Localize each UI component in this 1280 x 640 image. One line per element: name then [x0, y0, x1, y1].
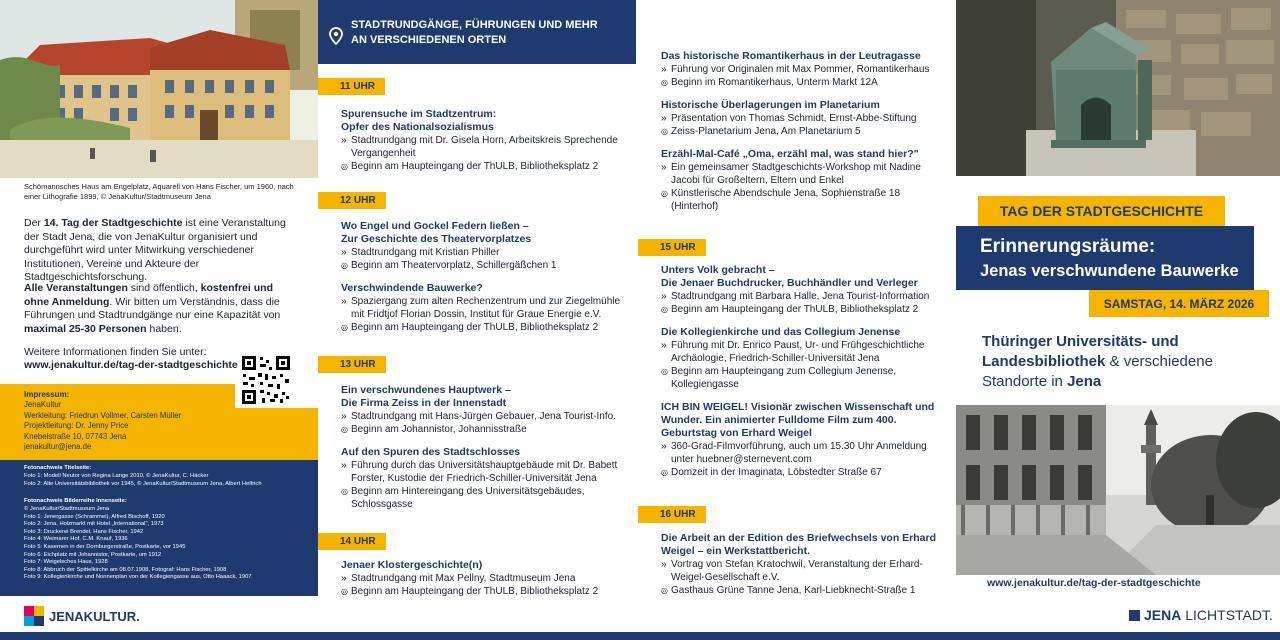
- event-detail: » Stadtrundgang mit Dr. Gisela Horn, Arbeitskreis Sprechende Vergangenheit: [341, 134, 621, 160]
- cover-url-link[interactable]: www.jenakultur.de/tag-der-stadtgeschichte: [987, 577, 1201, 589]
- organizer-bold-2: Landesbibliothek: [982, 353, 1106, 370]
- events-text-2: . Wir bitten um Verständnis, dass die Führungen und Stadtrundgänge nur eine Kapazität von: [24, 295, 281, 321]
- neutor-model-photo: [956, 0, 1280, 176]
- event-item: [341, 559, 621, 598]
- event-detail: » Stadtrundgang mit Hans-Jürgen Gebauer, Jena Tourist-Info.: [341, 410, 621, 423]
- panel-cover: [956, 0, 1280, 640]
- event-location: ◎ Beginn am Theatervorplatz, Schillergäßchen 1: [341, 259, 621, 272]
- events-text-1: sind öffentlich,: [127, 282, 201, 294]
- title-box: [956, 226, 1254, 290]
- event-item: [341, 220, 621, 272]
- time-badge: 12 UHR: [318, 192, 386, 209]
- date-banner: [1089, 290, 1269, 317]
- panel-schedule-2: [636, 0, 956, 640]
- credit-line: Foto 2: Jena, Holzmarkt mit Hotel „International", 1973: [24, 521, 164, 528]
- time-badge: 14 UHR: [318, 533, 386, 550]
- impressum-line: jenakultur@jena.de: [24, 442, 92, 451]
- event-location: ◎ Künstlerische Abendschule Jena, Sophienstraße 18 (Hinterhof): [661, 187, 941, 213]
- event-item: [661, 99, 941, 138]
- event-title: Spurensuche im Stadtzentrum: Opfer des Nationalsozialismus: [341, 108, 497, 133]
- panel-back-info: [0, 0, 318, 640]
- schoemann-house-painting: [0, 0, 318, 178]
- impressum-line: JenaKultur: [24, 400, 62, 409]
- impressum-box: [0, 384, 235, 460]
- events-paragraph: [24, 282, 296, 336]
- event-item: [341, 282, 621, 334]
- impressum-lines: [24, 400, 181, 453]
- event-title: Ein verschwundenes Hauptwerk – Die Firma Zeiss in der Innenstadt: [341, 384, 511, 409]
- credit-line: Foto 3: Druckerei Brendel, Hans Fischer, 1942: [24, 528, 144, 535]
- qr-code-icon[interactable]: [240, 354, 292, 406]
- time-block-16: [638, 504, 956, 607]
- neutor-model-illustration: [956, 0, 1280, 176]
- jenakultur-logo-icon: [24, 606, 44, 626]
- more-info-text: Weitere Informationen finden Sie unter:: [24, 346, 207, 358]
- event-location: ◎ Beginn am Haupteingang der ThULB, Bibliotheksplatz 2: [341, 585, 621, 598]
- bottom-stripe: [0, 632, 1280, 640]
- title-line2: Jenas verschwundene Bauwerke: [980, 262, 1239, 280]
- university-library-photo: [956, 405, 1280, 575]
- time-badge: 11 UHR: [318, 78, 385, 95]
- credit-line: Foto 8: Abbruch der Spittelkirche am 08.07.1908, Fotograf: Hans Fischer, 1908: [24, 566, 227, 573]
- photo-credits-box: [0, 460, 318, 596]
- intro-paragraph: [24, 217, 296, 285]
- jenakultur-logo-text: JENAKULTUR.: [49, 608, 140, 624]
- jena-logo-bold: JENA: [1144, 607, 1182, 623]
- impressum-box-extension: [235, 408, 318, 460]
- event-title: Verschwindende Bauwerke?: [341, 282, 483, 294]
- event-detail: » Führung mit Dr. Enrico Paust, Ur- und Frühgeschichtliche Archäologie, Friedrich-Schiller-Universität Jena: [661, 339, 941, 365]
- event-item: [661, 532, 941, 597]
- event-detail: » Vortrag von Stefan Kratochwil, Veranstaltung der Erhard-Weigel-Gesellschaft e.V.: [661, 558, 941, 584]
- event-detail: » Spaziergang zum alten Rechenzentrum und zur Ziegelmühle mit Fridtjof Florian Dossin, Institut für Graue Energie e.V.: [341, 295, 621, 321]
- tag-banner-label: TAG DER STADTGESCHICHTE: [999, 203, 1204, 219]
- event-title: Historische Überlagerungen im Planetarium: [661, 99, 880, 111]
- painting-caption: Schömannsches Haus am Engelplatz, Aquarell von Hans Fischer, um 1960, nach einer Lithografie 1899, © JenaKultur/Stadtmuseum Jena: [24, 182, 294, 201]
- credit-line: © JenaKultur/Stadtmuseum Jena: [24, 506, 110, 512]
- tag-banner: [978, 196, 1225, 226]
- event-item: [661, 148, 941, 213]
- impressum-line: Knebelstraße 10, 07743 Jena: [24, 431, 127, 441]
- time-block-12: [318, 190, 636, 344]
- painting-illustration: [0, 0, 318, 178]
- event-title: Das historische Romantikerhaus in der Leutragasse: [661, 50, 921, 62]
- event-detail: » Ein gemeinsamer Stadtgeschichts-Workshop mit Nadine Jacobi für Großeltern, Eltern und Enkel: [661, 161, 941, 187]
- time-badge: 13 UHR: [318, 356, 386, 373]
- events-bold-2: kostenfrei und ohne Anmeldung: [24, 282, 273, 308]
- event-item: [341, 384, 621, 436]
- credit-line: Foto 7: Weigelsches Haus, 1928: [24, 559, 108, 566]
- credits-title-list: [24, 473, 309, 488]
- event-title: Die Arbeit an der Edition des Briefwechsels von Erhard Weigel – ein Werkstattbericht.: [661, 532, 937, 557]
- credit-line: Foto 1: Modell Neutor von Regina Lange 2010, © JenaKultur, C. Häcker: [24, 473, 209, 479]
- event-item: [341, 446, 621, 511]
- event-item: [661, 326, 941, 391]
- event-location: ◎ Beginn am Hintereingang des Universitätsgebäudes, Schlossgasse: [341, 485, 621, 511]
- event-location: ◎ Beginn im Romantikerhaus, Unterm Markt 12A: [661, 76, 941, 89]
- credits-title-heading: Fotonachweis Titelseite:: [24, 465, 92, 471]
- jena-lichtstadt-logo: [1129, 604, 1273, 626]
- event-item: [661, 264, 941, 316]
- more-info-link[interactable]: www.jenakultur.de/tag-der-stadtgeschichte: [24, 359, 238, 371]
- event-title: Auf den Spuren des Stadtschlosses: [341, 446, 521, 458]
- jena-logo-light: LICHTSTADT.: [1181, 607, 1273, 623]
- impressum-line: Werkleitung: Friedrun Vollmer, Carsten Müller: [24, 410, 182, 420]
- events-bold-3: maximal 25-30 Personen: [24, 322, 147, 335]
- panel-schedule-1: [318, 0, 636, 640]
- organizer-bold-3: Jena: [1067, 373, 1102, 390]
- time-badge: 16 UHR: [638, 506, 706, 523]
- credit-line: Foto 6: Eichplatz mit Johannistor, Postkarte, um 1912: [24, 551, 162, 558]
- event-location: ◎ Beginn am Haupteingang der ThULB, Bibliotheksplatz 2: [341, 160, 621, 173]
- organizer-line2: [982, 352, 1272, 372]
- schedule-header: [318, 0, 636, 64]
- event-item: [661, 401, 941, 479]
- event-detail: » Führung vor Originalen mit Max Pommer, Romantikerhaus: [661, 63, 941, 76]
- event-detail: » 360-Grad-Filmvorführung, auch um 15.30 Uhr Anmeldung unter huebner@sternevent.com: [661, 440, 941, 466]
- event-location: ◎ Zeiss-Planetarium Jena, Am Planetarium 5: [661, 125, 941, 138]
- organizer-line3: [982, 372, 1272, 392]
- intro-text-1: Der: [24, 217, 44, 229]
- library-illustration: [956, 405, 1280, 575]
- credit-line: Foto 1: Jenergasse (Schrammei), Alfred Bischoff, 1920: [24, 513, 165, 520]
- events-bold-1: Alle Veranstaltungen: [24, 282, 128, 294]
- jenakultur-logo: [24, 604, 140, 628]
- credit-line: Foto 2: Alte Universitätsbibliothek vor 1945, © JenaKultur/Stadtmuseum Jena, Albert Helfrich: [24, 480, 262, 487]
- event-title: Die Kollegienkirche und das Collegium Jenense: [661, 326, 901, 338]
- top-events: [638, 50, 956, 223]
- event-location: ◎ Gasthaus Grüne Tanne Jena, Karl-Liebknecht-Straße 1: [661, 584, 941, 597]
- schedule-header-line1: STADTRUNDGÄNGE, FÜHRUNGEN UND MEHR: [351, 19, 598, 31]
- time-block-13: [318, 354, 636, 521]
- event-title: Erzähl-Mal-Café „Oma, erzähl mal, was stand hier?": [661, 148, 919, 160]
- jena-logo-square-icon: [1129, 610, 1140, 621]
- event-location: ◎ Domzeit in der Imaginata, Löbstedter Straße 67: [661, 466, 941, 479]
- credits-inner-heading: Fotonachweis Bilderreihe Innenseite:: [24, 498, 127, 504]
- date-label: SAMSTAG, 14. MÄRZ 2026: [1103, 296, 1255, 311]
- event-location: ◎ Beginn am Haupteingang der ThULB, Bibliotheksplatz 2: [661, 303, 941, 316]
- location-pin-icon: [329, 27, 343, 45]
- event-item: [341, 108, 621, 173]
- event-title: Wo Engel und Gockel Federn ließen – Zur Geschichte des Theatervorplatzes: [341, 220, 532, 245]
- time-badge: 15 UHR: [638, 239, 706, 256]
- events-text-3: haben.: [146, 322, 182, 335]
- organizer-bold-1: Thüringer Universitäts- und: [982, 333, 1179, 350]
- credit-line: Foto 4: Weimarer Hof, C.M. Knauf, 1936: [24, 536, 128, 543]
- organizer-text-3: Standorte in: [982, 373, 1068, 390]
- event-title: ICH BIN WEIGEL! Visionär zwischen Wissenschaft und Wunder. Ein animierter Fulldome Film zum 400. Geburtstag von Erhard Weigel: [661, 401, 935, 439]
- event-title: Jenaer Klostergeschichte(n): [341, 559, 483, 571]
- impressum-line: Projektleitung: Dr. Jenny Price: [24, 421, 129, 430]
- time-block-15: [638, 237, 956, 489]
- organizer-text-2: & verschiedene: [1105, 353, 1213, 370]
- event-item: [661, 50, 941, 89]
- schedule-header-line2: AN VERSCHIEDENEN ORTEN: [351, 34, 507, 46]
- event-detail: » Präsentation von Thomas Schmidt, Ernst-Abbe-Stiftung: [661, 112, 941, 125]
- impressum-title: Impressum:: [24, 390, 70, 399]
- event-location: ◎ Beginn am Haupteingang zum Collegium Jenense, Kollegiengasse: [661, 365, 941, 391]
- organizer-block: [982, 332, 1272, 392]
- event-detail: » Führung durch das Universitätshauptgebäude mit Dr. Babett Forster, Kustodie der Friedrich-Schiller-Universität Jena: [341, 459, 621, 485]
- organizer-line1: [982, 332, 1272, 352]
- event-location: ◎ Beginn am Haupteingang der ThULB, Bibliotheksplatz 2: [341, 321, 621, 334]
- event-detail: » Stadtrundgang mit Kristian Philler: [341, 246, 621, 259]
- event-detail: » Stadtrundgang mit Max Pellny, Stadtmuseum Jena: [341, 572, 621, 585]
- title-line1: Erinnerungsräume:: [980, 236, 1156, 257]
- credits-inner-list: [24, 506, 309, 582]
- credit-line: Foto 5: Kasernen in der Dornburgerstraße, Postkarte, vor 1945: [24, 543, 186, 550]
- intro-text-2: ist eine Veranstaltung der Stadt Jena, die von JenaKultur organisiert und durchgeführt wird unter Mitwirkung verschiedener Institutionen, Vereine und Akteure der Stadtgeschichtsforschung.: [24, 217, 286, 283]
- event-location: ◎ Beginn am Johannistor, Johannisstraße: [341, 423, 621, 436]
- time-block-11: [318, 76, 636, 183]
- time-block-14: [318, 531, 636, 608]
- event-detail: » Stadtrundgang mit Barbara Halle, Jena Tourist-Information: [661, 290, 941, 303]
- credit-line: Foto 9: Kollegienkirche und Nonnenplan von der Kollegiengasse aus, Otto Haaack, 1907: [24, 574, 252, 581]
- intro-bold: 14. Tag der Stadtgeschichte: [43, 217, 183, 229]
- event-title: Unters Volk gebracht – Die Jenaer Buchdrucker, Buchhändler und Verleger: [661, 264, 918, 289]
